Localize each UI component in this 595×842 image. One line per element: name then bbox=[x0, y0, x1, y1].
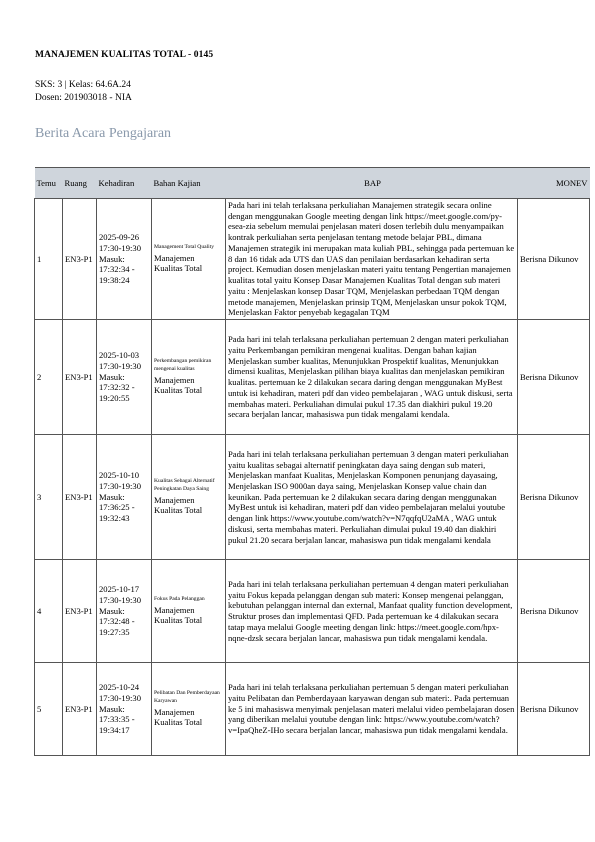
topic-cell bbox=[152, 663, 226, 756]
session-number: 2 bbox=[35, 320, 63, 435]
topic-course: Manajemen Kualitas Total bbox=[154, 706, 203, 728]
table-row bbox=[35, 560, 590, 663]
monev-cell: Berisna Dikunov bbox=[518, 199, 590, 320]
monev-cell: Berisna Dikunov bbox=[518, 560, 590, 663]
session-number: 3 bbox=[35, 435, 63, 560]
session-number: 1 bbox=[35, 199, 63, 320]
header-ruang: Ruang bbox=[63, 168, 97, 199]
table-row bbox=[35, 199, 590, 320]
topic-subtitle: Kualitas Sebagai Alternatif Peningkatan Daya Saing bbox=[154, 478, 215, 492]
room-cell: EN3-P1 bbox=[63, 663, 97, 756]
section-title: Berita Acara Pengajaran bbox=[35, 126, 172, 141]
topic-cell bbox=[152, 435, 226, 560]
monev-cell: Berisna Dikunov bbox=[518, 320, 590, 435]
topic-cell bbox=[152, 199, 226, 320]
topic-cell bbox=[152, 560, 226, 663]
header-monev: MONEV bbox=[518, 168, 590, 199]
room-cell: EN3-P1 bbox=[63, 199, 97, 320]
course-title: MANAJEMEN KUALITAS TOTAL - 0145 bbox=[35, 50, 214, 60]
bap-cell: Pada hari ini telah terlaksana perkuliahan pertemuan 3 dengan materi perkuliahan yaitu kualitas sebagai alternatif peningkatan daya saing dengan sub materi, Menjelaskan manfaat Kualitas, Menjelaskan Komponen penunjang dayasaing, Menjelaskan ISO 9000an daya saing, Menjelaskan Konsep value chain dan keunikan. Pada pertemuan ke 2 dilakukan secara daring dengan menggunakan MyBest untuk isi kehadiran, materi pdf dan video pembelajaran melalui youtube dengan link https://www.youtube.com/watch?v=N7qqfqU2aMA , WAG untuk diskusi, serta membahas materi. Perkuliahan dimulai pukul 19.40 dan diakhiri pukul 21.20 secara berjalan lancar, mahasiswa pun tidak mengalami kendala bbox=[226, 435, 518, 560]
table-row bbox=[35, 320, 590, 435]
topic-subtitle: Perkembangan pemikiran mengenai kualitas bbox=[154, 358, 212, 372]
attendance-cell: 2025-10-24 17:30-19:30 Masuk: 17:33:35 - 19:34:17 bbox=[97, 663, 152, 756]
header-kehadiran: Kehadiran bbox=[97, 168, 152, 199]
table-row bbox=[35, 663, 590, 756]
attendance-cell: 2025-10-10 17:30-19:30 Masuk: 17:36:25 - 19:32:43 bbox=[97, 435, 152, 560]
topic-course: Manajemen Kualitas Total bbox=[154, 252, 203, 274]
attendance-cell: 2025-10-03 17:30-19:30 Masuk: 17:32:32 - 19:20:55 bbox=[97, 320, 152, 435]
topic-course: Manajemen Kualitas Total bbox=[154, 374, 203, 396]
lecturer-info: Dosen: 201903018 - NIA bbox=[35, 93, 132, 103]
table-header-row bbox=[35, 168, 590, 199]
table-row bbox=[35, 435, 590, 560]
topic-course: Manajemen Kualitas Total bbox=[154, 604, 203, 626]
attendance-cell: 2025-10-17 17:30-19:30 Masuk: 17:32:48 - 19:27:35 bbox=[97, 560, 152, 663]
topic-subtitle: Pelibatan Dan Pemberdayaan Karyawan bbox=[154, 690, 220, 704]
header-bahan-kajian: Bahan Kajian bbox=[152, 168, 226, 199]
course-class-info: SKS: 3 | Kelas: 64.6A.24 bbox=[35, 80, 131, 90]
bap-cell: Pada hari ini telah terlaksana perkuliahan Manajemen strategik secara online dengan menggunakan Google meeting dengan link https://meet.google.com/py-esea-zia sebelum memulai penjelasan materi dosen terlebih dulu menyampaikan kontrak perkuliahan serta penjelasan tentang metode belajar PBL, dimana Manajemen strategik ini merupakan mata kuliah PBL, sehingga pada pertemuan ke 8 dan 16 tidak ada UTS dan UAS dan penilaian berdasarkan kehadiran serta project. Kemudian dosen menjelaskan materi yaitu tentang Pengertian manajemen kualitas total yaitu Konsep Dasar Manajemen Kualitas Total dengan sub materi yaitu : Menjelaskan konsep Dasar TQM, Menjelaskan perbedaan TQM dengan metode manajemen, Menjelaskan prinsip TQM, Menjelaskan unsur pokok TQM, Menjelaskan Faktor penyebab kegagalan TQM bbox=[226, 199, 518, 320]
teaching-record-table bbox=[34, 167, 590, 756]
header-bap: BAP bbox=[226, 168, 518, 199]
room-cell: EN3-P1 bbox=[63, 560, 97, 663]
session-number: 5 bbox=[35, 663, 63, 756]
bap-cell: Pada hari ini telah terlaksana perkuliahan pertemuan 4 dengan materi perkuliahan yaitu Fokus kepada pelanggan dengan sub materi: Konsep mengenai pelanggan, kebutuhan pelanggan internal dan external, Manfaat quality function development, Struktur proses dan implementasi QFD. Pada pertemuan ke 4 dilakukan secara tatap maya melalui Google meeting dengan link: https://meet.google.com/hpx-nqne-dzsk secara berjalan lancar, mahasiswa pun tidak mengalami kendala. bbox=[226, 560, 518, 663]
monev-cell: Berisna Dikunov bbox=[518, 435, 590, 560]
monev-cell: Berisna Dikunov bbox=[518, 663, 590, 756]
room-cell: EN3-P1 bbox=[63, 435, 97, 560]
bap-cell: Pada hari ini telah terlaksana perkuliahan pertemuan 5 dengan materi perkuliahan yaitu Pelibatan dan Pemberdayaan karyawan dengan sub materi:. Pada pertemuan ke 5 ini mahasiswa menyimak penjelasan materi melalui video pembelajaran dosen yang diberikan melalui youtube dengan link: https://www.youtube.com/watch?v=IpaQheZ-IHo secara berjalan lancar, mahasiswa pun tidak mengalami kendala. bbox=[226, 663, 518, 756]
session-number: 4 bbox=[35, 560, 63, 663]
attendance-cell: 2025-09-26 17:30-19:30 Masuk: 17:32:34 - 19:38:24 bbox=[97, 199, 152, 320]
topic-subtitle: Management Total Quality bbox=[154, 243, 215, 250]
topic-course: Manajemen Kualitas Total bbox=[154, 494, 203, 516]
topic-cell bbox=[152, 320, 226, 435]
topic-subtitle: Fokus Pada Pelanggan bbox=[154, 595, 205, 602]
room-cell: EN3-P1 bbox=[63, 320, 97, 435]
header-temu: Temu bbox=[35, 168, 63, 199]
bap-cell: Pada hari ini telah terlaksana perkuliahan pertemuan 2 dengan materi perkuliahan yaitu Perkembangan pemikiran mengenai kualitas. Dengan bahan kajian Menjelaskan sumber kualitas, Menunjukkan Prospektif kualitas, Menunjukkan dimensi kualitas, Menjelaskan pilihan biaya kualitas dan menjelaskan pemikiran kualitas. pertemuan ke 2 dilakukan secara daring dengan menggunakan MyBest untuk isi kehadiran, materi pdf dan video pembelajaran , WAG untuk diskusi, serta membahas materi. Perkuliahan dimulai pukul 17.35 dan diakhiri pukul 19.20 secara berjalan lancar, mahasiswa pun tidak mengalami kendala. bbox=[226, 320, 518, 435]
